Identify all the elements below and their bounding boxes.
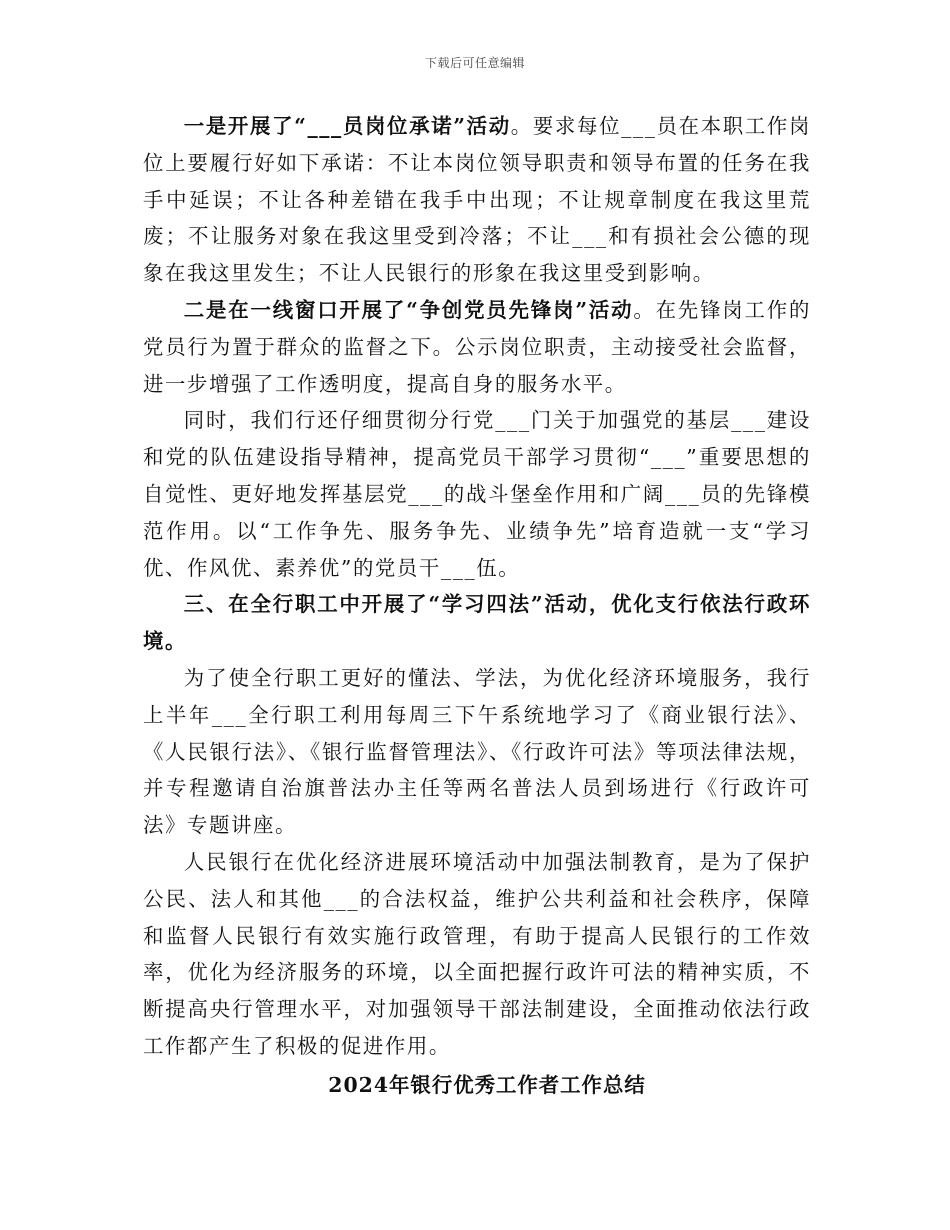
paragraph-legal-education [143, 844, 811, 1065]
paragraph-party-building [143, 402, 811, 586]
paragraph-lead: 二是在一线窗口开展了“争创党员先锋岗”活动 [183, 297, 634, 322]
paragraph-text: 为了使全行职工更好的懂法、学法，为优化经济环境服务，我行上半年___全行职工利用每周三下午系统地学习了《商业银行法》、《人民银行法》、《银行监督管理法》、《行政许可法》等项法律法规，并专程邀请自治旗普法办主任等两名普法人员到场进行《行政许可法》专题讲座。 [143, 665, 811, 838]
paragraph-text: 人民银行在优化经济进展环境活动中加强法制教育，是为了保护公民、法人和其他___的合法权益，维护公共利益和社会秩序，保障和监督人民银行有效实施行政管理，有助于提高人民银行的工作效率，优化为经济服务的环境，以全面把握行政许可法的精神实质，不断提高央行管理水平，对加强领导干部法制建设，全面推动依法行政工作都产生了积极的促进作用。 [143, 849, 811, 1058]
document-title: 2024年银行优秀工作者工作总结 [328, 1072, 646, 1097]
paragraph-law-study [143, 660, 811, 844]
paragraph-lead: 一是开展了“___员岗位承诺”活动 [183, 114, 511, 138]
section-heading-three: 三、在全行职工中开展了“学习四法”活动，优化支行依法行政环境。 [143, 592, 811, 654]
paragraph-text: 。要求每位___员在本职工作岗位上要履行好如下承诺：不让本岗位领导职责和领导布置的任务在我手中延误；不让各种差错在我手中出现；不让规章制度在我这里荒废；不让服务对象在我这里受到冷落；不让___和有损社会公德的现象在我这里发生；不让人民银行的形象在我这里受到影响。 [143, 114, 811, 286]
paragraph-text: 同时，我们行还仔细贯彻分行党___门关于加强党的基层___建设和党的队伍建设指导精神，提高党员干部学习贯彻“___”重要思想的自觉性、更好地发挥基层党___的战斗堡垒作用和广阔___员的先锋模范作用。以“工作争先、服务争先、业绩争先”培育造就一支“学习优、作风优、素养优”的党员干___伍。 [143, 408, 811, 580]
paragraph-vanguard [143, 292, 811, 402]
document-body [143, 108, 811, 1104]
header-note: 下载后可任意编辑 [424, 56, 525, 70]
paragraph-commitment [143, 108, 811, 292]
paragraph-text: 。在先锋岗工作的党员行为置于群众的监督之下。公示岗位职责，主动接受社会监督，进一步增强了工作透明度，提高自身的服务水平。 [143, 297, 811, 396]
